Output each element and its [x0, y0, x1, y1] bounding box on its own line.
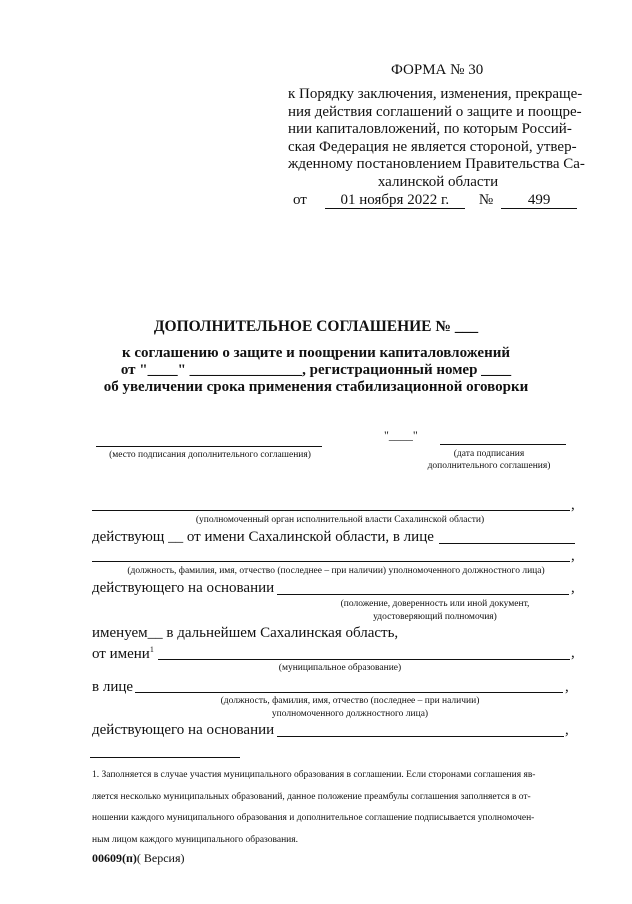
date-line — [440, 444, 566, 445]
comma: , — [571, 580, 575, 596]
date-caption: (дата подписания — [453, 449, 525, 459]
named-text: именуем__ в дальнейшем Сахалинская область, — [92, 625, 399, 641]
on-behalf-text — [92, 645, 154, 663]
form-label: ФОРМА № 30 — [391, 62, 484, 78]
basis-caption: удостоверяющий полномочия) — [373, 612, 497, 622]
official-line — [92, 561, 570, 562]
comma: , — [571, 497, 575, 513]
in-person-text: в лице — [92, 679, 134, 695]
basis-text-2: действующего на основании — [92, 722, 275, 738]
on-behalf-label: от имени — [92, 646, 150, 662]
date-quotes: "____" — [384, 428, 418, 442]
basis-line — [277, 594, 569, 595]
intro-line: халинской области — [377, 173, 499, 190]
acting-line — [439, 543, 575, 544]
intro-line: ская Федерация не является стороной, утвер- — [288, 138, 577, 155]
intro-block — [288, 86, 588, 191]
resolution-date: 01 ноября 2022 г. — [325, 193, 465, 209]
person-caption: уполномоченного должностного лица) — [271, 709, 429, 719]
acting-text: действующ __ от имени Сахалинской области, в лице — [92, 529, 434, 545]
footnote-mark: 1 — [149, 645, 154, 654]
document-title: ДОПОЛНИТЕЛЬНОЕ СОГЛАШЕНИЕ № ___ — [153, 318, 479, 335]
intro-line: нии капиталовложений, по которым Россий- — [288, 121, 572, 137]
municipality-line — [158, 659, 570, 660]
intro-line: ния действия соглашений о защите и поощре- — [288, 103, 582, 120]
authority-line — [92, 510, 570, 511]
footnote-separator — [90, 757, 240, 758]
person-caption: (должность, фамилия, имя, отчество (последнее – при наличии) — [220, 696, 480, 706]
authority-caption: (уполномоченный орган исполнительной власти Сахалинской области) — [195, 515, 485, 525]
basis-text: действующего на основании — [92, 580, 275, 596]
comma: , — [571, 645, 575, 661]
title-line: к соглашению о защите и поощрении капиталовложений — [121, 345, 510, 361]
footnote — [92, 765, 592, 851]
footnote-line: 1. Заполняется в случае участия муниципального образования в соглашении. Если сторонами соглашения яв- — [92, 770, 536, 780]
code-number: 00609(п) — [92, 851, 137, 865]
document-code — [92, 851, 185, 866]
footnote-line: ляется несколько муниципальных образований, данное положение преамбулы соглашения заполняется в от- — [92, 791, 531, 802]
comma: , — [565, 679, 569, 695]
title-line: об увеличении срока применения стабилизационной оговорки — [103, 379, 529, 395]
title-line: от "____" _______________, регистрационный номер ____ — [120, 362, 512, 378]
footnote-line: ношении каждого муниципального образования и дополнительное соглашение подписывается уполномочен- — [92, 813, 535, 823]
code-version: ( Версия) — [136, 851, 185, 865]
date-caption: дополнительного соглашения) — [427, 461, 551, 471]
basis-line-2 — [277, 736, 564, 737]
official-caption: (должность, фамилия, имя, отчество (последнее – при наличии) уполномоченного должностного лица) — [127, 566, 545, 576]
resolution-number: 499 — [501, 193, 577, 209]
municipality-caption: (муниципальное образование) — [278, 663, 402, 673]
basis-caption: (положение, доверенность или иной документ, — [340, 599, 530, 609]
footnote-line: ным лицом каждого муниципального образования. — [92, 834, 298, 845]
comma: , — [571, 548, 575, 564]
place-line — [96, 446, 322, 447]
date-prefix: от — [293, 192, 307, 208]
number-prefix: № — [478, 192, 494, 208]
place-caption: (место подписания дополнительного соглашения) — [109, 450, 311, 460]
intro-line: к Порядку заключения, изменения, прекраще- — [288, 86, 583, 102]
person-line — [135, 692, 563, 693]
intro-line: жденному постановлением Правительства Са- — [288, 156, 585, 172]
comma: , — [565, 722, 569, 738]
resolution-date-row — [293, 192, 577, 209]
